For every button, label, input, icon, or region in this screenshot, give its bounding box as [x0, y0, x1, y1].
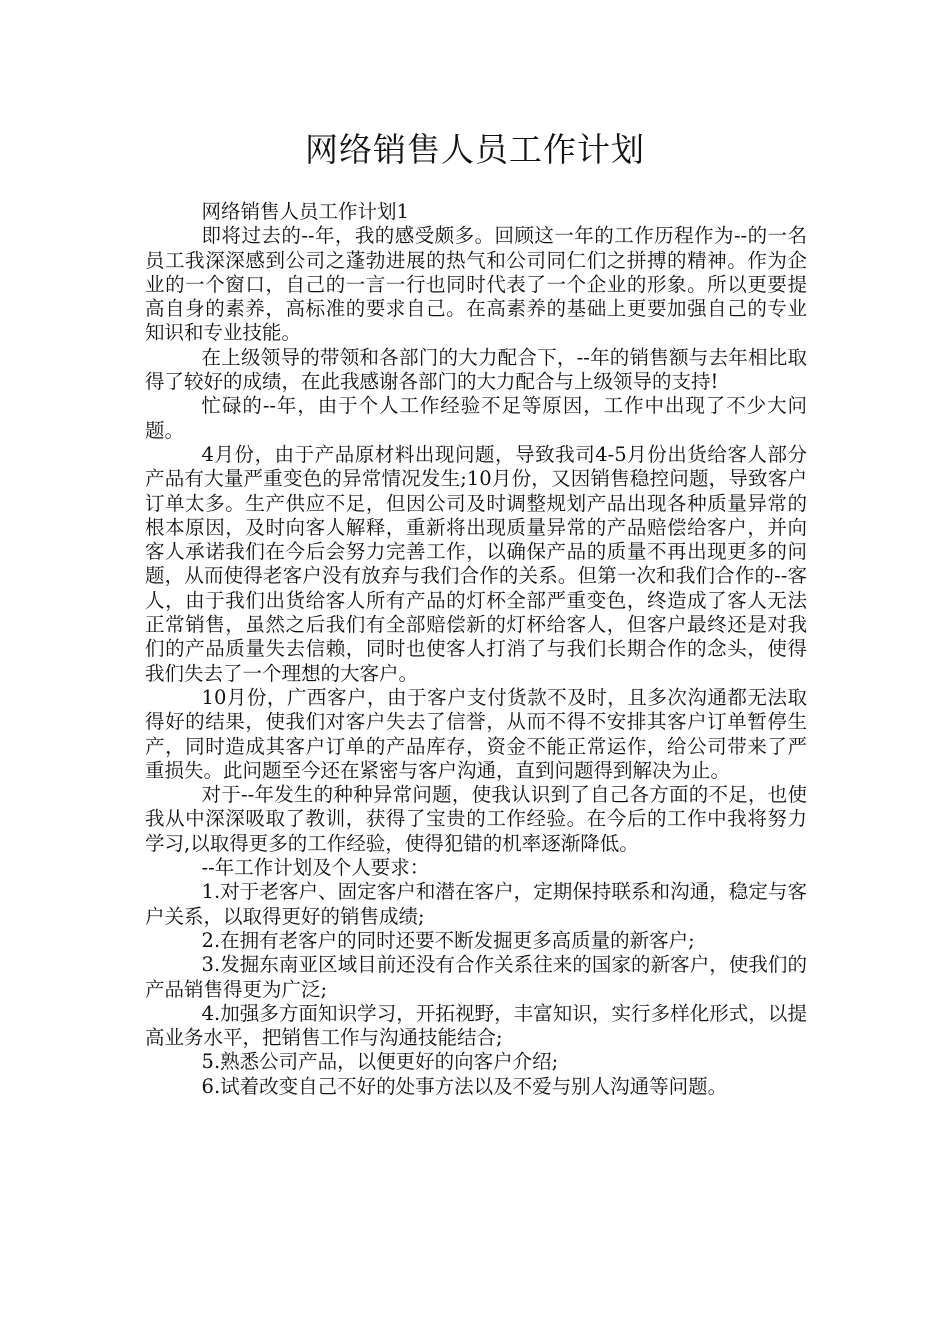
paragraph-plan-heading: --年工作计划及个人要求： — [201, 856, 430, 880]
paragraph-intro: 即将过去的--年，我的感受颇多。回顾这一年的工作历程作为--的一名员工我深深感到公司之蓬勃进展的热气和公司同仁们之拼搏的精神。作为企业的一个窗口，自己的一言一行也同时代表了一个企业的形象。所以更要提高自身的素养，高标准的要求自己。在高素养的基础上更要加强自己的专业知识和专业技能。 — [145, 224, 807, 345]
paragraph-lessons: 对于--年发生的种种异常问题，使我认识到了自己各方面的不足，也使我从中深深吸取了教训，获得了宝贵的工作经验。在今后的工作中我将努力学习,以取得更多的工作经验，使得犯错的机率逐渐降低。 — [145, 783, 807, 855]
paragraph-problems: 忙碌的--年，由于个人工作经验不足等原因，工作中出现了不少大问题。 — [145, 394, 807, 442]
list-item: 5.熟悉公司产品，以便更好的向客户介绍; — [201, 1050, 559, 1074]
list-item: 1.对于老客户、固定客户和潜在客户，定期保持联系和沟通，稳定与客户关系，以取得更好的销售成绩; — [145, 880, 807, 928]
list-item: 4.加强多方面知识学习，开拓视野，丰富知识，实行多样化形式，以提高业务水平，把销售工作与沟通技能结合; — [145, 1001, 807, 1050]
document-title: 网络销售人员工作计划 — [305, 130, 645, 169]
list-item: 6.试着改变自己不好的处事方法以及不爱与别人沟通等问题。 — [201, 1074, 728, 1098]
paragraph-subtitle: 网络销售人员工作计划1 — [201, 200, 409, 223]
paragraph-april-issue: 4月份，由于产品原材料出现问题，导致我司4-5月份出货给客人部分产品有大量严重变色的异常情况发生;10月份，又因销售稳控问题，导致客户订单太多。生产供应不足，但因公司及时调整规划产品出现各种质量异常的根本原因，及时向客人解释，重新将出现质量异常的产品赔偿给客户，并向客人承诺我们在今后会努力完善工作，以确保产品的质量不再出现更多的问题，从而使得老客户没有放弃与我们合作的关系。但第一次和我们合作的--客人，由于我们出货给客人所有产品的灯杯全部严重变色，终造成了客人无法正常销售，虽然之后我们有全部赔偿新的灯杯给客人，但客户最终还是对我们的产品质量失去信赖，同时也使客人打消了与我们长期合作的念头，使得我们失去了一个理想的大客户。 — [145, 442, 807, 685]
document-body — [145, 200, 807, 1099]
paragraph-october-issue: 10月份，广西客户，由于客户支付货款不及时，且多次沟通都无法取得好的结果，使我们对客户失去了信誉，从而不得不安排其客户订单暂停生产，同时造成其客户订单的产品库存，资金不能正常运作，给公司带来了严重损失。此问题至今还在紧密与客户沟通，直到问题得到解决为止。 — [145, 685, 807, 782]
list-item: 3.发掘东南亚区域目前还没有合作关系往来的国家的新客户，使我们的产品销售得更为广泛; — [145, 953, 807, 1001]
list-item: 2.在拥有老客户的同时还要不断发掘更多高质量的新客户; — [201, 928, 695, 952]
paragraph-thanks: 在上级领导的带领和各部门的大力配合下，--年的销售额与去年相比取得了较好的成绩，在此我感谢各部门的大力配合与上级领导的支持! — [145, 345, 807, 394]
